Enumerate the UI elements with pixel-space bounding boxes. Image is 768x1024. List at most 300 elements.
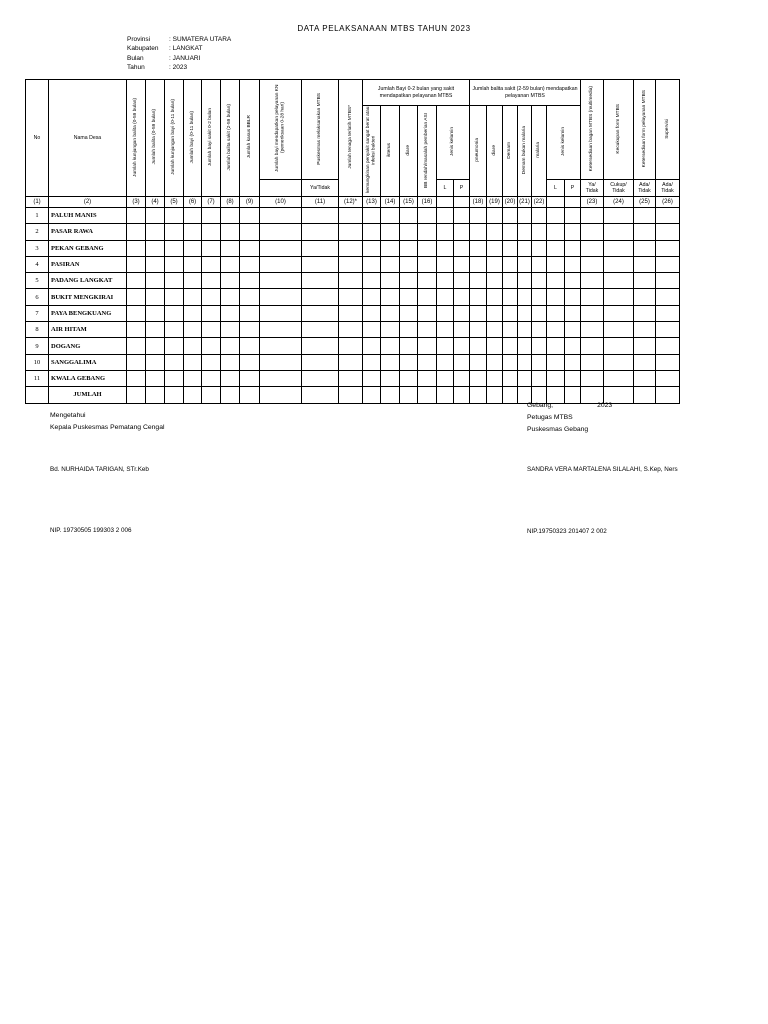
- data-cell[interactable]: [260, 273, 302, 289]
- data-cell[interactable]: [547, 305, 565, 321]
- data-cell[interactable]: [165, 305, 184, 321]
- data-cell[interactable]: [381, 224, 400, 240]
- data-cell[interactable]: [656, 354, 680, 370]
- data-cell[interactable]: [127, 370, 146, 386]
- data-cell[interactable]: [518, 305, 532, 321]
- data-cell[interactable]: [418, 208, 437, 224]
- data-cell[interactable]: [470, 273, 487, 289]
- data-cell[interactable]: [604, 305, 634, 321]
- data-cell[interactable]: [503, 240, 518, 256]
- data-cell[interactable]: [400, 273, 418, 289]
- data-cell[interactable]: [381, 338, 400, 354]
- data-cell[interactable]: [518, 256, 532, 272]
- total-cell[interactable]: [400, 387, 418, 403]
- data-cell[interactable]: [547, 208, 565, 224]
- data-cell[interactable]: [363, 289, 381, 305]
- total-cell[interactable]: [487, 387, 503, 403]
- data-cell[interactable]: [146, 305, 165, 321]
- data-cell[interactable]: [127, 322, 146, 338]
- data-cell[interactable]: [454, 208, 470, 224]
- data-cell[interactable]: [260, 322, 302, 338]
- data-cell[interactable]: [240, 208, 260, 224]
- data-cell[interactable]: [418, 338, 437, 354]
- data-cell[interactable]: [221, 256, 240, 272]
- data-cell[interactable]: [381, 322, 400, 338]
- data-cell[interactable]: [302, 338, 339, 354]
- data-cell[interactable]: [437, 208, 454, 224]
- total-cell[interactable]: [381, 387, 400, 403]
- data-cell[interactable]: [487, 289, 503, 305]
- total-cell[interactable]: [146, 387, 165, 403]
- data-cell[interactable]: [634, 370, 656, 386]
- data-cell[interactable]: [165, 289, 184, 305]
- data-cell[interactable]: [400, 256, 418, 272]
- data-cell[interactable]: [532, 256, 547, 272]
- data-cell[interactable]: [503, 370, 518, 386]
- data-cell[interactable]: [202, 305, 221, 321]
- data-cell[interactable]: [532, 354, 547, 370]
- data-cell[interactable]: [127, 224, 146, 240]
- data-cell[interactable]: [581, 256, 604, 272]
- data-cell[interactable]: [127, 273, 146, 289]
- data-cell[interactable]: [339, 273, 363, 289]
- total-cell[interactable]: [221, 387, 240, 403]
- data-cell[interactable]: [581, 354, 604, 370]
- data-cell[interactable]: [634, 338, 656, 354]
- data-cell[interactable]: [470, 256, 487, 272]
- data-cell[interactable]: [184, 208, 202, 224]
- data-cell[interactable]: [260, 354, 302, 370]
- data-cell[interactable]: [581, 208, 604, 224]
- data-cell[interactable]: [503, 208, 518, 224]
- data-cell[interactable]: [503, 256, 518, 272]
- data-cell[interactable]: [656, 208, 680, 224]
- data-cell[interactable]: [339, 370, 363, 386]
- data-cell[interactable]: [240, 224, 260, 240]
- data-cell[interactable]: [437, 240, 454, 256]
- data-cell[interactable]: [532, 305, 547, 321]
- data-cell[interactable]: [381, 289, 400, 305]
- data-cell[interactable]: [437, 256, 454, 272]
- data-cell[interactable]: [127, 338, 146, 354]
- data-cell[interactable]: [565, 305, 581, 321]
- total-cell[interactable]: [363, 387, 381, 403]
- data-cell[interactable]: [418, 224, 437, 240]
- data-cell[interactable]: [454, 273, 470, 289]
- data-cell[interactable]: [240, 273, 260, 289]
- data-cell[interactable]: [656, 322, 680, 338]
- data-cell[interactable]: [656, 224, 680, 240]
- data-cell[interactable]: [547, 370, 565, 386]
- data-cell[interactable]: [634, 289, 656, 305]
- data-cell[interactable]: [565, 289, 581, 305]
- data-cell[interactable]: [532, 208, 547, 224]
- data-cell[interactable]: [339, 322, 363, 338]
- data-cell[interactable]: [604, 208, 634, 224]
- data-cell[interactable]: [240, 240, 260, 256]
- data-cell[interactable]: [418, 256, 437, 272]
- data-cell[interactable]: [581, 273, 604, 289]
- data-cell[interactable]: [363, 240, 381, 256]
- data-cell[interactable]: [240, 289, 260, 305]
- data-cell[interactable]: [339, 289, 363, 305]
- data-cell[interactable]: [165, 208, 184, 224]
- total-cell[interactable]: [202, 387, 221, 403]
- data-cell[interactable]: [470, 240, 487, 256]
- data-cell[interactable]: [221, 370, 240, 386]
- data-cell[interactable]: [202, 338, 221, 354]
- data-cell[interactable]: [532, 289, 547, 305]
- data-cell[interactable]: [363, 370, 381, 386]
- data-cell[interactable]: [302, 289, 339, 305]
- data-cell[interactable]: [454, 256, 470, 272]
- data-cell[interactable]: [454, 354, 470, 370]
- data-cell[interactable]: [184, 224, 202, 240]
- data-cell[interactable]: [302, 322, 339, 338]
- data-cell[interactable]: [518, 240, 532, 256]
- data-cell[interactable]: [240, 354, 260, 370]
- data-cell[interactable]: [656, 273, 680, 289]
- data-cell[interactable]: [221, 240, 240, 256]
- data-cell[interactable]: [146, 224, 165, 240]
- data-cell[interactable]: [240, 370, 260, 386]
- data-cell[interactable]: [202, 322, 221, 338]
- data-cell[interactable]: [184, 273, 202, 289]
- data-cell[interactable]: [202, 208, 221, 224]
- data-cell[interactable]: [202, 256, 221, 272]
- data-cell[interactable]: [437, 305, 454, 321]
- data-cell[interactable]: [127, 240, 146, 256]
- data-cell[interactable]: [146, 289, 165, 305]
- data-cell[interactable]: [418, 289, 437, 305]
- data-cell[interactable]: [339, 338, 363, 354]
- data-cell[interactable]: [532, 273, 547, 289]
- data-cell[interactable]: [240, 256, 260, 272]
- data-cell[interactable]: [470, 305, 487, 321]
- data-cell[interactable]: [604, 370, 634, 386]
- data-cell[interactable]: [503, 289, 518, 305]
- data-cell[interactable]: [363, 224, 381, 240]
- data-cell[interactable]: [339, 305, 363, 321]
- data-cell[interactable]: [260, 305, 302, 321]
- data-cell[interactable]: [260, 338, 302, 354]
- data-cell[interactable]: [470, 370, 487, 386]
- data-cell[interactable]: [146, 370, 165, 386]
- data-cell[interactable]: [418, 240, 437, 256]
- data-cell[interactable]: [260, 240, 302, 256]
- data-cell[interactable]: [381, 305, 400, 321]
- data-cell[interactable]: [454, 224, 470, 240]
- data-cell[interactable]: [565, 256, 581, 272]
- data-cell[interactable]: [165, 256, 184, 272]
- data-cell[interactable]: [565, 338, 581, 354]
- data-cell[interactable]: [221, 305, 240, 321]
- data-cell[interactable]: [454, 305, 470, 321]
- data-cell[interactable]: [260, 208, 302, 224]
- data-cell[interactable]: [260, 224, 302, 240]
- data-cell[interactable]: [363, 354, 381, 370]
- data-cell[interactable]: [339, 208, 363, 224]
- total-cell[interactable]: [656, 387, 680, 403]
- data-cell[interactable]: [454, 322, 470, 338]
- data-cell[interactable]: [487, 273, 503, 289]
- data-cell[interactable]: [437, 370, 454, 386]
- data-cell[interactable]: [656, 305, 680, 321]
- data-cell[interactable]: [634, 322, 656, 338]
- data-cell[interactable]: [518, 273, 532, 289]
- data-cell[interactable]: [146, 338, 165, 354]
- data-cell[interactable]: [260, 370, 302, 386]
- data-cell[interactable]: [565, 354, 581, 370]
- data-cell[interactable]: [260, 256, 302, 272]
- data-cell[interactable]: [146, 256, 165, 272]
- data-cell[interactable]: [400, 305, 418, 321]
- data-cell[interactable]: [165, 240, 184, 256]
- data-cell[interactable]: [363, 322, 381, 338]
- data-cell[interactable]: [146, 240, 165, 256]
- data-cell[interactable]: [221, 354, 240, 370]
- data-cell[interactable]: [302, 354, 339, 370]
- data-cell[interactable]: [400, 338, 418, 354]
- data-cell[interactable]: [184, 289, 202, 305]
- data-cell[interactable]: [381, 208, 400, 224]
- data-cell[interactable]: [581, 338, 604, 354]
- data-cell[interactable]: [363, 208, 381, 224]
- data-cell[interactable]: [565, 224, 581, 240]
- data-cell[interactable]: [400, 370, 418, 386]
- data-cell[interactable]: [302, 224, 339, 240]
- data-cell[interactable]: [454, 289, 470, 305]
- data-cell[interactable]: [487, 338, 503, 354]
- data-cell[interactable]: [547, 354, 565, 370]
- data-cell[interactable]: [302, 273, 339, 289]
- data-cell[interactable]: [184, 354, 202, 370]
- data-cell[interactable]: [418, 354, 437, 370]
- data-cell[interactable]: [400, 208, 418, 224]
- data-cell[interactable]: [487, 305, 503, 321]
- data-cell[interactable]: [604, 338, 634, 354]
- data-cell[interactable]: [302, 208, 339, 224]
- data-cell[interactable]: [221, 338, 240, 354]
- data-cell[interactable]: [127, 305, 146, 321]
- total-cell[interactable]: [260, 387, 302, 403]
- data-cell[interactable]: [363, 305, 381, 321]
- data-cell[interactable]: [221, 289, 240, 305]
- data-cell[interactable]: [565, 370, 581, 386]
- data-cell[interactable]: [565, 240, 581, 256]
- data-cell[interactable]: [470, 338, 487, 354]
- data-cell[interactable]: [221, 273, 240, 289]
- data-cell[interactable]: [518, 370, 532, 386]
- data-cell[interactable]: [202, 289, 221, 305]
- data-cell[interactable]: [418, 305, 437, 321]
- data-cell[interactable]: [437, 354, 454, 370]
- data-cell[interactable]: [503, 273, 518, 289]
- total-cell[interactable]: [127, 387, 146, 403]
- data-cell[interactable]: [339, 354, 363, 370]
- data-cell[interactable]: [302, 305, 339, 321]
- data-cell[interactable]: [634, 224, 656, 240]
- data-cell[interactable]: [165, 273, 184, 289]
- data-cell[interactable]: [437, 273, 454, 289]
- data-cell[interactable]: [547, 289, 565, 305]
- data-cell[interactable]: [339, 224, 363, 240]
- data-cell[interactable]: [634, 305, 656, 321]
- total-cell[interactable]: [418, 387, 437, 403]
- data-cell[interactable]: [454, 370, 470, 386]
- data-cell[interactable]: [581, 305, 604, 321]
- data-cell[interactable]: [547, 240, 565, 256]
- data-cell[interactable]: [381, 354, 400, 370]
- data-cell[interactable]: [184, 370, 202, 386]
- data-cell[interactable]: [418, 322, 437, 338]
- data-cell[interactable]: [184, 240, 202, 256]
- data-cell[interactable]: [381, 256, 400, 272]
- total-cell[interactable]: [165, 387, 184, 403]
- data-cell[interactable]: [565, 208, 581, 224]
- data-cell[interactable]: [165, 322, 184, 338]
- data-cell[interactable]: [634, 273, 656, 289]
- data-cell[interactable]: [547, 256, 565, 272]
- data-cell[interactable]: [127, 354, 146, 370]
- total-cell[interactable]: [339, 387, 363, 403]
- data-cell[interactable]: [604, 273, 634, 289]
- data-cell[interactable]: [518, 224, 532, 240]
- data-cell[interactable]: [547, 273, 565, 289]
- data-cell[interactable]: [454, 240, 470, 256]
- data-cell[interactable]: [302, 256, 339, 272]
- data-cell[interactable]: [437, 338, 454, 354]
- data-cell[interactable]: [400, 240, 418, 256]
- data-cell[interactable]: [518, 322, 532, 338]
- data-cell[interactable]: [518, 208, 532, 224]
- data-cell[interactable]: [532, 322, 547, 338]
- data-cell[interactable]: [437, 224, 454, 240]
- total-cell[interactable]: [437, 387, 454, 403]
- total-cell[interactable]: [503, 387, 518, 403]
- data-cell[interactable]: [240, 322, 260, 338]
- data-cell[interactable]: [202, 354, 221, 370]
- data-cell[interactable]: [127, 289, 146, 305]
- data-cell[interactable]: [604, 289, 634, 305]
- data-cell[interactable]: [202, 370, 221, 386]
- data-cell[interactable]: [437, 289, 454, 305]
- data-cell[interactable]: [487, 354, 503, 370]
- data-cell[interactable]: [503, 354, 518, 370]
- data-cell[interactable]: [339, 256, 363, 272]
- data-cell[interactable]: [260, 289, 302, 305]
- data-cell[interactable]: [381, 370, 400, 386]
- data-cell[interactable]: [656, 338, 680, 354]
- data-cell[interactable]: [146, 208, 165, 224]
- data-cell[interactable]: [487, 322, 503, 338]
- data-cell[interactable]: [202, 240, 221, 256]
- data-cell[interactable]: [656, 289, 680, 305]
- data-cell[interactable]: [184, 322, 202, 338]
- data-cell[interactable]: [381, 240, 400, 256]
- data-cell[interactable]: [165, 224, 184, 240]
- data-cell[interactable]: [604, 256, 634, 272]
- data-cell[interactable]: [547, 322, 565, 338]
- data-cell[interactable]: [604, 322, 634, 338]
- data-cell[interactable]: [581, 240, 604, 256]
- data-cell[interactable]: [518, 338, 532, 354]
- data-cell[interactable]: [487, 256, 503, 272]
- data-cell[interactable]: [146, 322, 165, 338]
- data-cell[interactable]: [127, 208, 146, 224]
- data-cell[interactable]: [634, 256, 656, 272]
- data-cell[interactable]: [604, 354, 634, 370]
- data-cell[interactable]: [656, 370, 680, 386]
- data-cell[interactable]: [146, 273, 165, 289]
- data-cell[interactable]: [470, 208, 487, 224]
- data-cell[interactable]: [165, 354, 184, 370]
- data-cell[interactable]: [400, 289, 418, 305]
- data-cell[interactable]: [184, 256, 202, 272]
- data-cell[interactable]: [503, 322, 518, 338]
- data-cell[interactable]: [634, 240, 656, 256]
- data-cell[interactable]: [565, 273, 581, 289]
- data-cell[interactable]: [581, 224, 604, 240]
- data-cell[interactable]: [221, 224, 240, 240]
- total-cell[interactable]: [470, 387, 487, 403]
- data-cell[interactable]: [454, 338, 470, 354]
- data-cell[interactable]: [532, 370, 547, 386]
- data-cell[interactable]: [418, 370, 437, 386]
- data-cell[interactable]: [470, 322, 487, 338]
- data-cell[interactable]: [437, 322, 454, 338]
- total-cell[interactable]: [240, 387, 260, 403]
- data-cell[interactable]: [363, 273, 381, 289]
- data-cell[interactable]: [339, 240, 363, 256]
- data-cell[interactable]: [656, 256, 680, 272]
- data-cell[interactable]: [532, 240, 547, 256]
- data-cell[interactable]: [565, 322, 581, 338]
- data-cell[interactable]: [400, 354, 418, 370]
- data-cell[interactable]: [470, 224, 487, 240]
- data-cell[interactable]: [487, 240, 503, 256]
- data-cell[interactable]: [202, 224, 221, 240]
- data-cell[interactable]: [518, 289, 532, 305]
- data-cell[interactable]: [547, 224, 565, 240]
- data-cell[interactable]: [381, 273, 400, 289]
- data-cell[interactable]: [240, 305, 260, 321]
- data-cell[interactable]: [503, 305, 518, 321]
- data-cell[interactable]: [581, 370, 604, 386]
- data-cell[interactable]: [240, 338, 260, 354]
- total-cell[interactable]: [184, 387, 202, 403]
- data-cell[interactable]: [184, 305, 202, 321]
- data-cell[interactable]: [518, 354, 532, 370]
- total-cell[interactable]: [634, 387, 656, 403]
- data-cell[interactable]: [363, 338, 381, 354]
- data-cell[interactable]: [302, 240, 339, 256]
- data-cell[interactable]: [547, 338, 565, 354]
- data-cell[interactable]: [221, 208, 240, 224]
- data-cell[interactable]: [503, 338, 518, 354]
- data-cell[interactable]: [302, 370, 339, 386]
- data-cell[interactable]: [487, 370, 503, 386]
- data-cell[interactable]: [532, 224, 547, 240]
- data-cell[interactable]: [656, 240, 680, 256]
- data-cell[interactable]: [184, 338, 202, 354]
- data-cell[interactable]: [581, 289, 604, 305]
- data-cell[interactable]: [221, 322, 240, 338]
- data-cell[interactable]: [532, 338, 547, 354]
- data-cell[interactable]: [418, 273, 437, 289]
- data-cell[interactable]: [634, 208, 656, 224]
- data-cell[interactable]: [470, 354, 487, 370]
